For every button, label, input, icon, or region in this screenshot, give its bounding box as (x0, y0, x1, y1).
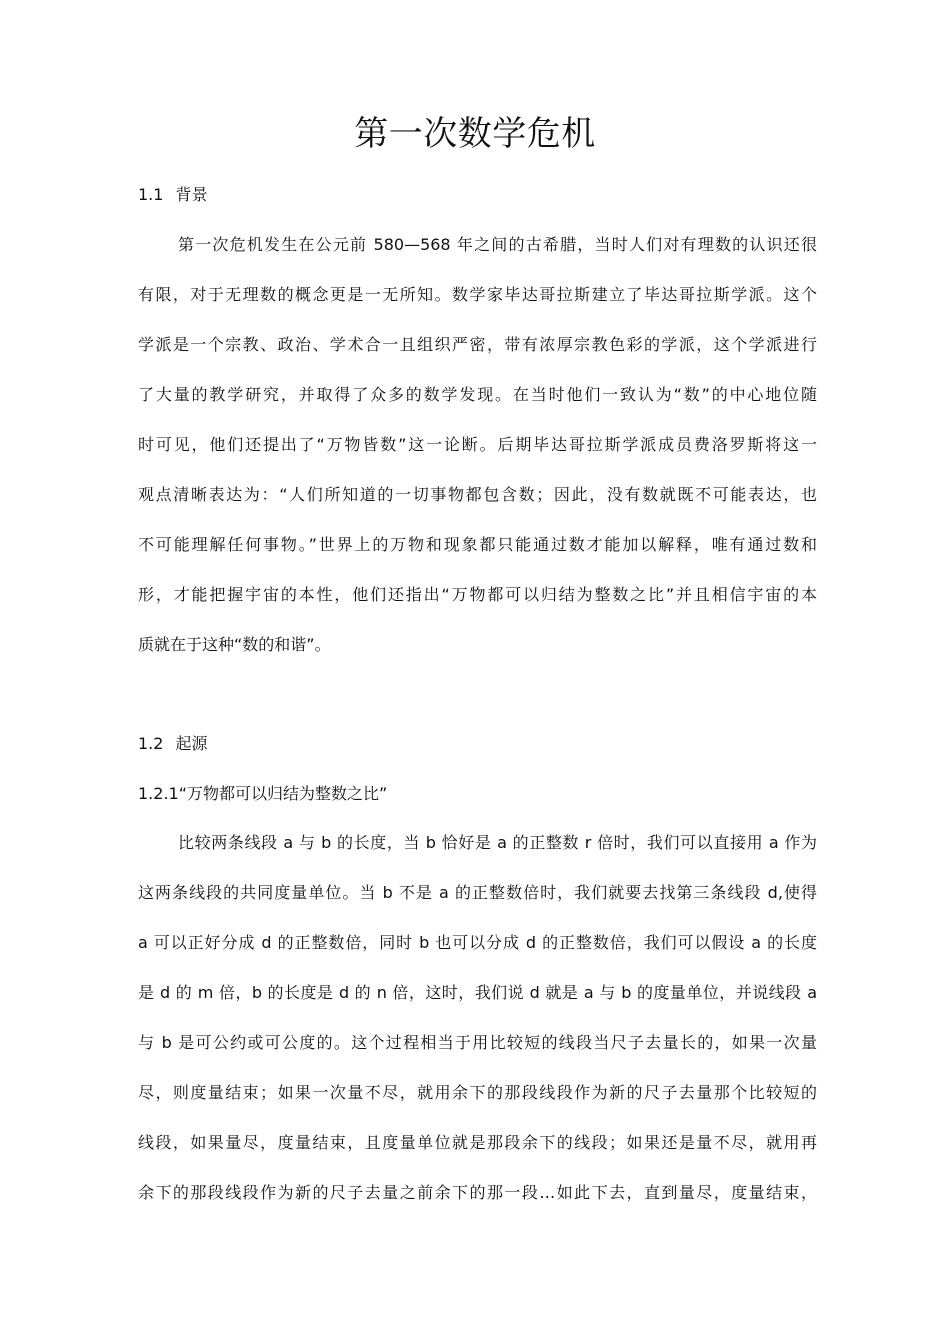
section-label: 背景 (175, 185, 208, 204)
section-heading-background (138, 183, 207, 207)
section-number: 1.2 (138, 734, 164, 753)
section-number: 1.1 (138, 185, 164, 204)
paragraph-line: 是 d 的 m 倍，b 的长度是 d 的 n 倍，这时，我们说 d 就是 a 与 b 的度量单位，并说线段 a (138, 983, 817, 1002)
paragraph-line: 线段，如果量尽，度量结束，且度量单位就是那段余下的线段；如果还是量不尽，就用再 (138, 1133, 817, 1152)
paragraph-line: 比较两条线段 a 与 b 的长度，当 b 恰好是 a 的正整数 r 倍时，我们可以直接用 a 作为 (178, 833, 817, 852)
paragraph-line: a 可以正好分成 d 的正整数倍，同时 b 也可以分成 d 的正整数倍，我们可以假设 a 的长度 (138, 933, 817, 952)
origin-paragraph (138, 818, 817, 1218)
paragraph-line: 质就在于这种“数的和谐”。 (138, 635, 331, 654)
paragraph-line: 时可见，他们还提出了“万物皆数”这一论断。后期毕达哥拉斯学派成员费洛罗斯将这一 (138, 435, 817, 454)
subsection-heading (138, 782, 387, 806)
paragraph-line: 不可能理解任何事物。”世界上的万物和现象都只能通过数才能加以解释，唯有通过数和 (138, 535, 817, 554)
paragraph-line: 与 b 是可公约或可公度的。这个过程相当于用比较短的线段当尺子去量长的，如果一次量 (138, 1033, 817, 1052)
paragraph-line: 形，才能把握宇宙的本性，他们还指出“万物都可以归结为整数之比”并且相信宇宙的本 (138, 585, 817, 604)
paragraph-line: 第一次危机发生在公元前 580—568 年之间的古希腊，当时人们对有理数的认识还很 (178, 235, 817, 254)
background-paragraph (138, 220, 817, 670)
section-label: 起源 (175, 734, 208, 753)
paragraph-line: 尽，则度量结束；如果一次量不尽，就用余下的那段线段作为新的尺子去量那个比较短的 (138, 1083, 817, 1102)
paragraph-line: 有限，对于无理数的概念更是一无所知。数学家毕达哥拉斯建立了毕达哥拉斯学派。这个 (138, 285, 817, 304)
paragraph-line: 这两条线段的共同度量单位。当 b 不是 a 的正整数倍时，我们就要去找第三条线段 d,使得 (138, 883, 817, 902)
paragraph-line: 了大量的教学研究，并取得了众多的数学发现。在当时他们一致认为“数”的中心地位随 (138, 385, 817, 404)
section-heading-origin (138, 732, 207, 756)
paragraph-line: 余下的那段线段作为新的尺子去量之前余下的那一段…如此下去，直到量尽，度量结束， (138, 1183, 817, 1202)
document-title: 第一次数学危机 (354, 114, 596, 154)
subsection-label: “万物都可以归结为整数之比” (178, 784, 388, 803)
paragraph-line: 观点清晰表达为：“人们所知道的一切事物都包含数；因此，没有数就既不可能表达，也 (138, 485, 817, 504)
subsection-number: 1.2.1 (138, 784, 179, 803)
paragraph-line: 学派是一个宗教、政治、学术合一且组织严密，带有浓厚宗教色彩的学派，这个学派进行 (138, 335, 817, 354)
